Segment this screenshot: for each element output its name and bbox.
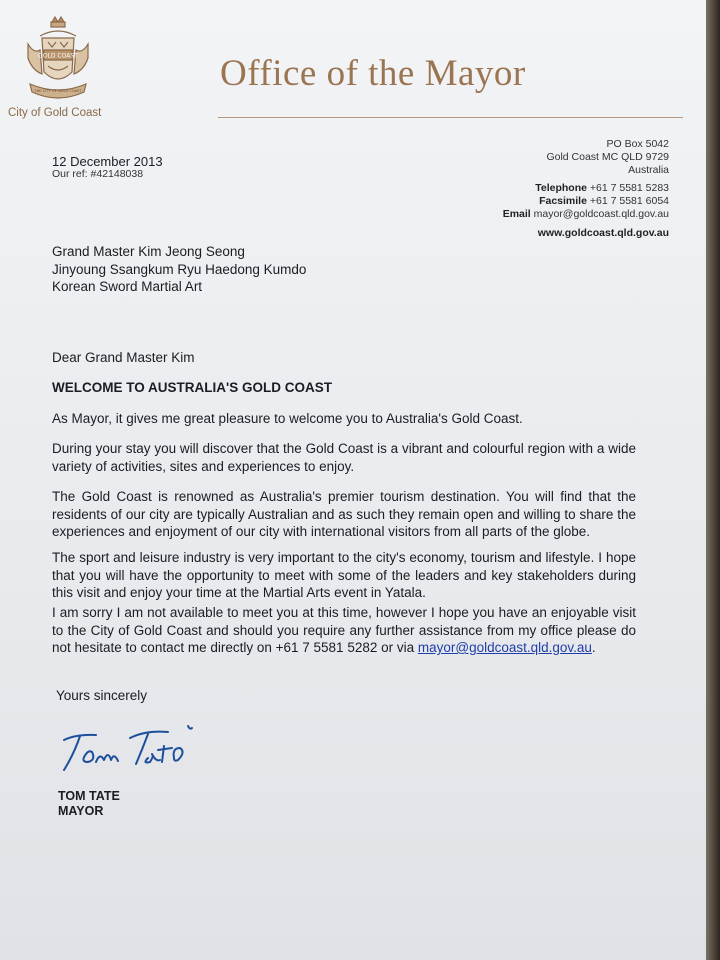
signer-name: TOM TATE (58, 789, 120, 803)
reference-number: #42148038 (90, 168, 144, 180)
contact-block (503, 138, 669, 240)
letter-date: 12 December 2013 (52, 154, 163, 169)
crest-text: GOLD COAST (38, 52, 78, 60)
email-link[interactable]: mayor@goldcoast.qld.gov.au (417, 640, 592, 655)
city-name: City of Gold Coast (8, 107, 102, 119)
paragraph-4: The sport and leisure industry is very important to the city's economy, tourism and lifestyle. I hope that you will have the opportunity to meet with some of the leaders and key stakeholders during this visit and enjoy your time at the Martial Arts event in Yatala. (52, 550, 636, 600)
recipient-description: Korean Sword Martial Art (52, 279, 203, 294)
paragraph-3: The Gold Coast is renowned as Australia's premier tourism destination. You will find that the residents of our city are typically Australian and as such they remain open and willing to share the experiences and enjoyment of our city with international visitors from all parts of the globe. (52, 489, 636, 539)
crest-motto: THE CITY OF GOLD COAST (34, 89, 82, 93)
telephone-row (503, 182, 669, 195)
handwritten-signature (56, 718, 206, 778)
country: Australia (628, 164, 669, 176)
reference-line (52, 168, 143, 180)
signer-title: MAYOR (58, 804, 104, 818)
office-title: Office of the Mayor (220, 53, 526, 94)
salutation: Dear Grand Master Kim (52, 350, 195, 365)
recipient-address (52, 243, 306, 296)
valediction: Yours sincerely (56, 688, 148, 703)
letter-heading: WELCOME TO AUSTRALIA'S GOLD COAST (52, 380, 332, 395)
facsimile-row (503, 195, 669, 208)
paragraph-1: As Mayor, it gives me great pleasure to welcome you to Australia's Gold Coast. (52, 411, 523, 426)
email-row (503, 208, 669, 221)
reference-label: Our ref: (52, 168, 88, 180)
facsimile-label: Facsimile (539, 195, 587, 207)
telephone-number: +61 7 5581 5283 (589, 182, 669, 194)
website: www.goldcoast.qld.gov.au (537, 227, 669, 239)
email-address: mayor@goldcoast.qld.gov.au (533, 208, 669, 220)
city-line: Gold Coast MC QLD 9729 (546, 151, 669, 163)
recipient-organisation: Jinyoung Ssangkum Ryu Haedong Kumdo (52, 261, 307, 277)
paragraph-5-text: I am sorry I am not available to meet you at this time, however I hope you have an enjoyable visit to the City of Gold Coast and should you require any further assistance from my office please do not hesitate to contact me directly on +61 7 5581 5282 or via (52, 605, 636, 655)
page-edge-shadow (706, 0, 720, 960)
facsimile-number: +61 7 5581 6054 (589, 195, 669, 207)
telephone-label: Telephone (535, 182, 587, 194)
paragraph-5-end: . (591, 640, 596, 655)
email-label: Email (502, 208, 531, 220)
paragraph-2: During your stay you will discover that the Gold Coast is a vibrant and colourful region with a wide variety of activities, sites and experiences to enjoy. (52, 441, 636, 474)
po-box: PO Box 5042 (606, 138, 669, 150)
header-divider (218, 117, 683, 118)
recipient-name: Grand Master Kim Jeong Seong (52, 244, 245, 259)
city-crest-logo (22, 14, 94, 106)
paragraph-5 (52, 604, 636, 657)
